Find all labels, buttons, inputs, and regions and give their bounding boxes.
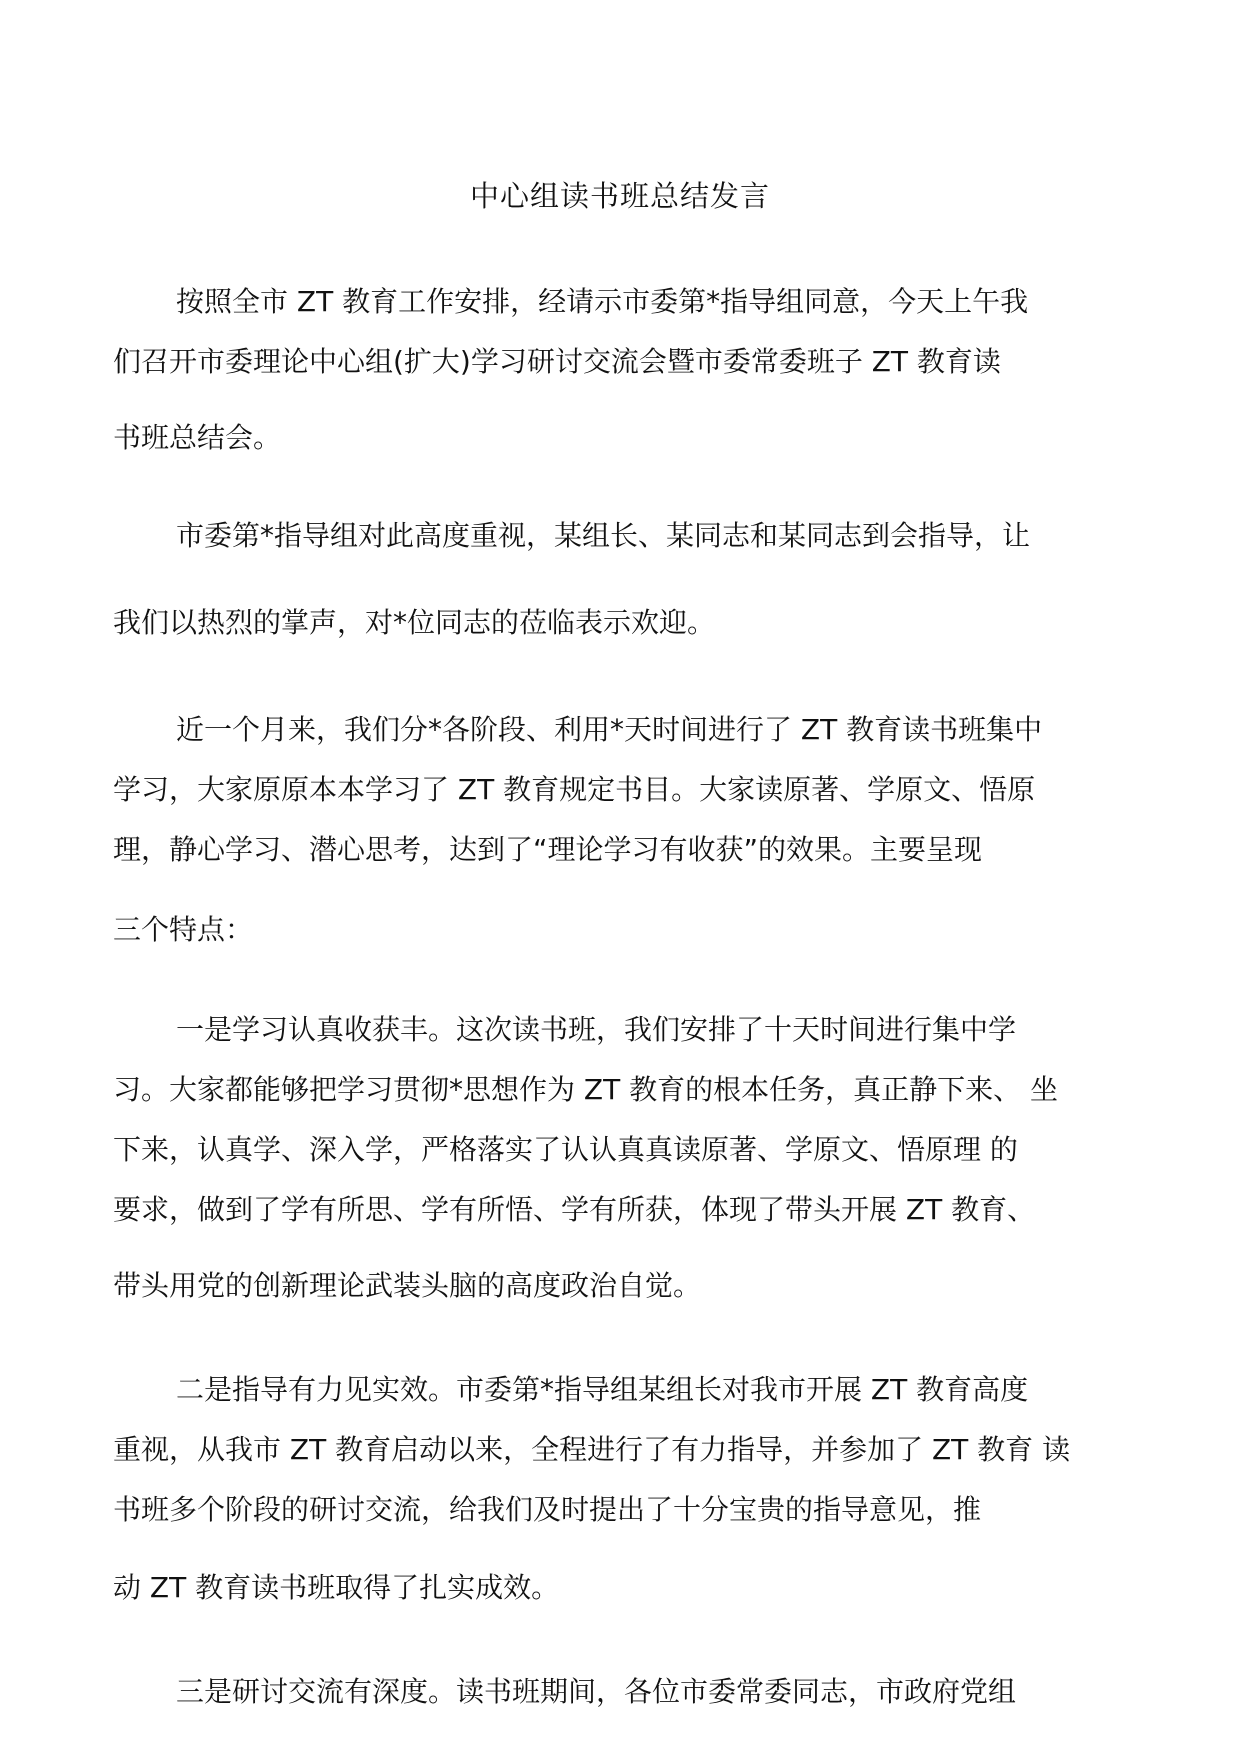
paragraph-2-line-1: 市委第*指导组对此高度重视，某组长、某同志和某同志到会指导，让 [176,519,1031,552]
paragraph-4-line-5: 带头用党的创新理论武装头脑的高度政治自觉。 [113,1269,702,1302]
paragraph-3-line-1: 近一个月来，我们分*各阶段、利用*天时间进行了 ZT 教育读书班集中 [176,713,1043,746]
paragraph-5-line-3: 书班多个阶段的研讨交流，给我们及时提出了十分宝贵的指导意见，推 [113,1493,982,1526]
paragraph-4-line-4: 要求，做到了学有所思、学有所悟、学有所获，体现了带头开展 ZT 教育、 [113,1193,1036,1226]
paragraph-3-line-4: 三个特点： [113,913,254,946]
paragraph-3-line-2: 学习，大家原原本本学习了 ZT 教育规定书目。大家读原著、学原文、悟原 [113,773,1036,806]
paragraph-2-line-2: 我们以热烈的掌声，对*位同志的莅临表示欢迎。 [113,606,716,639]
paragraph-5-line-1: 二是指导有力见实效。市委第*指导组某组长对我市开展 ZT 教育高度 [176,1373,1029,1406]
paragraph-5-line-4: 动 ZT 教育读书班取得了扎实成效。 [113,1571,560,1604]
paragraph-6-line-1: 三是研讨交流有深度。读书班期间，各位市委常委同志，市政府党组 [176,1675,1017,1708]
paragraph-1-line-2: 们召开市委理论中心组(扩大)学习研讨交流会暨市委常委班子 ZT 教育读 [113,345,1001,378]
paragraph-4-line-1: 一是学习认真收获丰。这次读书班，我们安排了十天时间进行集中学 [176,1013,1017,1046]
document-title: 中心组读书班总结发言 [469,179,770,213]
paragraph-3-line-3: 理，静心学习、潜心思考，达到了“理论学习有收获”的效果。主要呈现 [113,833,983,866]
paragraph-1-line-1: 按照全市 ZT 教育工作安排，经请示市委第*指导组同意，今天上午我 [176,285,1029,318]
paragraph-4-line-3: 下来，认真学、深入学，严格落实了认认真真读原著、学原文、悟原理 的 [113,1133,1018,1166]
paragraph-1-line-3: 书班总结会。 [113,421,282,454]
paragraph-4-line-2: 习。大家都能够把学习贯彻*思想作为 ZT 教育的根本任务，真正静下来、 坐 [113,1073,1058,1106]
paragraph-5-line-2: 重视，从我市 ZT 教育启动以来，全程进行了有力指导，并参加了 ZT 教育 读 [113,1433,1071,1466]
